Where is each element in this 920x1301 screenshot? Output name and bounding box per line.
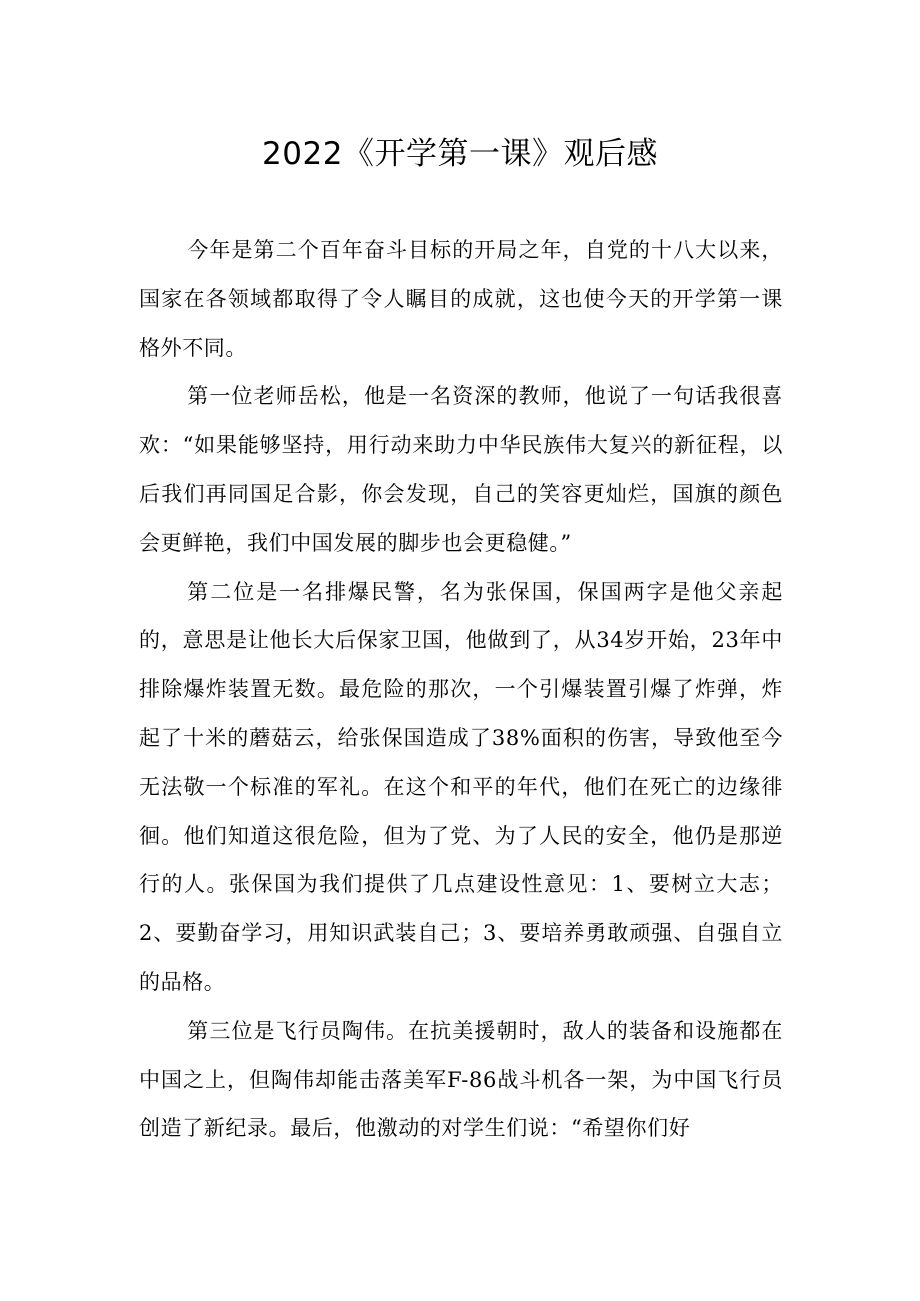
paragraph-police-zhang-baoguo: 第二位是一名排爆民警，名为张保国，保国两字是他父亲起的，意思是让他长大后保家卫国，他做到了，从34岁开始，23年中排除爆炸装置无数。最危险的那次，一个引爆装置引爆了炸弹，炸起了十米的蘑菇云，给张保国造成了38%面积的伤害，导致他至今无法敬一个标准的军礼。在这个和平的年代，他们在死亡的边缘徘徊。他们知道这很危险，但为了党、为了人民的安全，他仍是那逆行的人。张保国为我们提供了几点建设性意见：1、要树立大志；2、要勤奋学习，用知识武装自己；3、要培养勇敢顽强、自强自立的品格。 [139, 579, 783, 994]
paragraph-pilot-tao-wei: 第三位是飞行员陶伟。在抗美援朝时，敌人的装备和设施都在中国之上，但陶伟却能击落美军F-86战斗机各一架，为中国飞行员创造了新纪录。最后，他激动的对学生们说：“希望你们好 [139, 1018, 783, 1141]
paragraph-intro: 今年是第二个百年奋斗目标的开局之年，自党的十八大以来，国家在各领域都取得了令人瞩目的成就，这也使今天的开学第一课格外不同。 [139, 238, 783, 360]
paragraph-teacher-yue-song: 第一位老师岳松，他是一名资深的教师，他说了一句话我很喜欢：“如果能够坚持，用行动来助力中华民族伟大复兴的新征程，以后我们再同国足合影，你会发现，自己的笑容更灿烂，国旗的颜色会更鲜艳，我们中国发展的脚步也会更稳健。” [139, 384, 783, 555]
document-title: 2022《开学第一课》观后感 [262, 136, 658, 172]
document-body [139, 226, 783, 1153]
